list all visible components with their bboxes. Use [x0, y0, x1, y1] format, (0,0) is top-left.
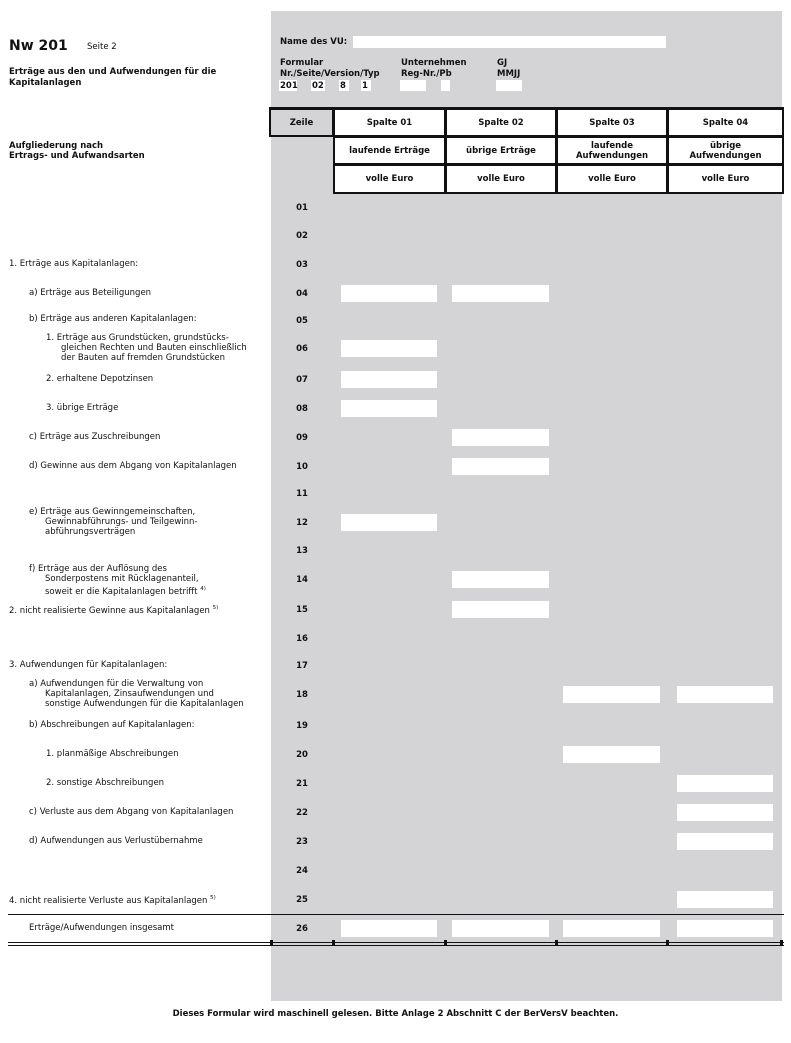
- zeile-01: 01: [296, 203, 308, 213]
- row-18-label-3: sonstige Aufwendungen für die Kapitalanlagen: [45, 699, 244, 709]
- aufgliederung-line1: Aufgliederung nach: [9, 141, 104, 151]
- zeile-09: 09: [296, 433, 308, 443]
- gj-sub: MMJJ: [497, 69, 521, 79]
- zeile-02: 02: [296, 231, 308, 241]
- row-15-label: 2. nicht realisierte Gewinne aus Kapitalanlagen $^{5)}$: [9, 605, 219, 616]
- col2-header: Spalte 02: [445, 108, 557, 137]
- gj-input[interactable]: [496, 80, 522, 91]
- zeile-21: 21: [296, 779, 308, 789]
- aufgliederung-line2: Ertrags- und Aufwandsarten: [9, 151, 145, 161]
- row-06-label-1: 1. Erträge aus Grundstücken, grundstücks-: [46, 333, 229, 343]
- tick-c: [444, 940, 447, 945]
- col1-unit: volle Euro: [333, 164, 446, 194]
- row-14-label-2: Sonderpostens mit Rücklagenanteil,: [45, 574, 199, 584]
- row-04-label: a) Erträge aus Beteiligungen: [29, 288, 152, 298]
- formular-label: Formular: [280, 58, 324, 68]
- r26-c01-input[interactable]: [341, 920, 437, 937]
- zeile-18: 18: [296, 690, 308, 700]
- tick-a: [270, 940, 273, 945]
- zeile-23: 23: [296, 837, 308, 847]
- r07-c01-input[interactable]: [341, 371, 437, 388]
- row-23-label: d) Aufwendungen aus Verlustübernahme: [29, 836, 203, 846]
- col4-unit: volle Euro: [667, 164, 784, 194]
- r10-c02-input[interactable]: [452, 458, 549, 475]
- zeile-08: 08: [296, 404, 308, 414]
- zeile-04: 04: [296, 289, 308, 299]
- row-03-label: 1. Erträge aus Kapitalanlagen:: [9, 259, 139, 269]
- row-14-label-3: soweit er die Kapitalanlagen betrifft $^{4)}$: [45, 586, 206, 597]
- row-08-label: 3. übrige Erträge: [46, 403, 119, 413]
- r14-c02-input[interactable]: [452, 571, 549, 588]
- tick-d: [555, 940, 558, 945]
- formular-nr: 201: [280, 81, 298, 91]
- r06-c01-input[interactable]: [341, 340, 437, 357]
- r08-c01-input[interactable]: [341, 400, 437, 417]
- zeile-17: 17: [296, 661, 308, 671]
- col3-header: Spalte 03: [556, 108, 668, 137]
- row-20-label: 1. planmäßige Abschreibungen: [46, 749, 179, 759]
- footnote-5: 5): [212, 605, 219, 611]
- col2-subheader: übrige Erträge: [445, 136, 557, 165]
- total-bottom-rule-2: [8, 945, 784, 946]
- name-label: Name des VU:: [280, 37, 348, 47]
- form-page: Seite 2: [87, 42, 117, 52]
- formular-sub: Nr./Seite/Version/Typ: [280, 69, 380, 79]
- col4-header: Spalte 04: [667, 108, 784, 137]
- tick-f: [780, 940, 783, 945]
- r25-c04-input[interactable]: [677, 891, 773, 908]
- zeile-14: 14: [296, 575, 308, 585]
- r21-c04-input[interactable]: [677, 775, 773, 792]
- zeile-header: Zeile: [269, 108, 334, 137]
- tick-e: [666, 940, 669, 945]
- formular-typ: 1: [362, 81, 368, 91]
- zeile-11: 11: [296, 489, 308, 499]
- zeile-10: 10: [296, 462, 308, 472]
- zeile-13: 13: [296, 546, 308, 556]
- zeile-07: 07: [296, 375, 308, 385]
- zeile-22: 22: [296, 808, 308, 818]
- r26-c02-input[interactable]: [452, 920, 549, 937]
- unternehmen-sub: Reg-Nr./Pb: [401, 69, 452, 79]
- row-26-label: Erträge/Aufwendungen insgesamt: [29, 923, 174, 933]
- row-17-label: 3. Aufwendungen für Kapitalanlagen:: [9, 660, 168, 670]
- zeile-26: 26: [296, 924, 308, 934]
- row-18-label-2: Kapitalanlagen, Zinsaufwendungen und: [45, 689, 214, 699]
- zeile-12: 12: [296, 518, 308, 528]
- pb-input[interactable]: [441, 80, 450, 91]
- col3-unit: volle Euro: [556, 164, 668, 194]
- reg-nr-input[interactable]: [400, 80, 426, 91]
- r12-c01-input[interactable]: [341, 514, 437, 531]
- footnote-5b: 5): [210, 895, 216, 901]
- zeile-06: 06: [296, 344, 308, 354]
- r26-c04-input[interactable]: [677, 920, 773, 937]
- row-06-label-2: gleichen Rechten und Bauten einschließlich: [61, 343, 247, 353]
- col1-header: Spalte 01: [333, 108, 446, 137]
- gj-label: GJ: [497, 58, 508, 68]
- form-code: Nw 201: [9, 38, 68, 54]
- formular-seite: 02: [312, 81, 324, 91]
- zeile-16: 16: [296, 634, 308, 644]
- r22-c04-input[interactable]: [677, 804, 773, 821]
- zeile-15: 15: [296, 605, 308, 615]
- r23-c04-input[interactable]: [677, 833, 773, 850]
- tick-b: [332, 940, 335, 945]
- form-title-line2: Kapitalanlagen: [9, 78, 82, 88]
- r04-c01-input[interactable]: [341, 285, 437, 302]
- col1-subheader: laufende Erträge: [333, 136, 446, 165]
- zeile-24: 24: [296, 866, 308, 876]
- r18-c03-input[interactable]: [563, 686, 660, 703]
- zeile-03: 03: [296, 260, 308, 270]
- row-06-label-3: der Bauten auf fremden Grundstücken: [61, 353, 226, 363]
- r20-c03-input[interactable]: [563, 746, 660, 763]
- footer-note: Dieses Formular wird maschinell gelesen. Bitte Anlage 2 Abschnitt C der BerVersV beachten.: [172, 1009, 619, 1019]
- zeile-19: 19: [296, 721, 308, 731]
- zeile-20: 20: [296, 750, 308, 760]
- name-input[interactable]: [353, 36, 666, 48]
- zeile-25: 25: [296, 895, 308, 905]
- r26-c03-input[interactable]: [563, 920, 660, 937]
- form-title-line1: Erträge aus den und Aufwendungen für die: [9, 67, 217, 77]
- r15-c02-input[interactable]: [452, 601, 549, 618]
- row-19-label: b) Abschreibungen auf Kapitalanlagen:: [29, 720, 195, 730]
- row-18-label-1: a) Aufwendungen für die Verwaltung von: [29, 679, 204, 689]
- row-07-label: 2. erhaltene Depotzinsen: [46, 374, 154, 384]
- r18-c04-input[interactable]: [677, 686, 773, 703]
- r09-c02-input[interactable]: [452, 429, 549, 446]
- col2-unit: volle Euro: [445, 164, 557, 194]
- row-05-label: b) Erträge aus anderen Kapitalanlagen:: [29, 314, 197, 324]
- row-12-label-3: abführungsverträgen: [45, 527, 136, 537]
- unternehmen-label: Unternehmen: [401, 58, 467, 68]
- row-10-label: d) Gewinne aus dem Abgang von Kapitalanlagen: [29, 461, 237, 471]
- row-25-label: 4. nicht realisierte Verluste aus Kapitalanlagen $^{5)}$: [9, 895, 216, 906]
- row-12-label-2: Gewinnabführungs- und Teilgewinn-: [45, 517, 198, 527]
- zeile-05: 05: [296, 316, 308, 326]
- formular-version: 8: [340, 81, 346, 91]
- total-top-rule: [8, 914, 784, 915]
- row-12-label-1: e) Erträge aus Gewinngemeinschaften,: [29, 507, 196, 517]
- row-22-label: c) Verluste aus dem Abgang von Kapitalanlagen: [29, 807, 234, 817]
- row-14-label-1: f) Erträge aus der Auflösung des: [29, 564, 167, 574]
- col3-subheader: laufende Aufwendungen: [556, 136, 668, 165]
- col4-subheader: übrige Aufwendungen: [667, 136, 784, 165]
- footnote-4: 4): [200, 586, 206, 592]
- r04-c02-input[interactable]: [452, 285, 549, 302]
- row-09-label: c) Erträge aus Zuschreibungen: [29, 432, 161, 442]
- row-21-label: 2. sonstige Abschreibungen: [46, 778, 165, 788]
